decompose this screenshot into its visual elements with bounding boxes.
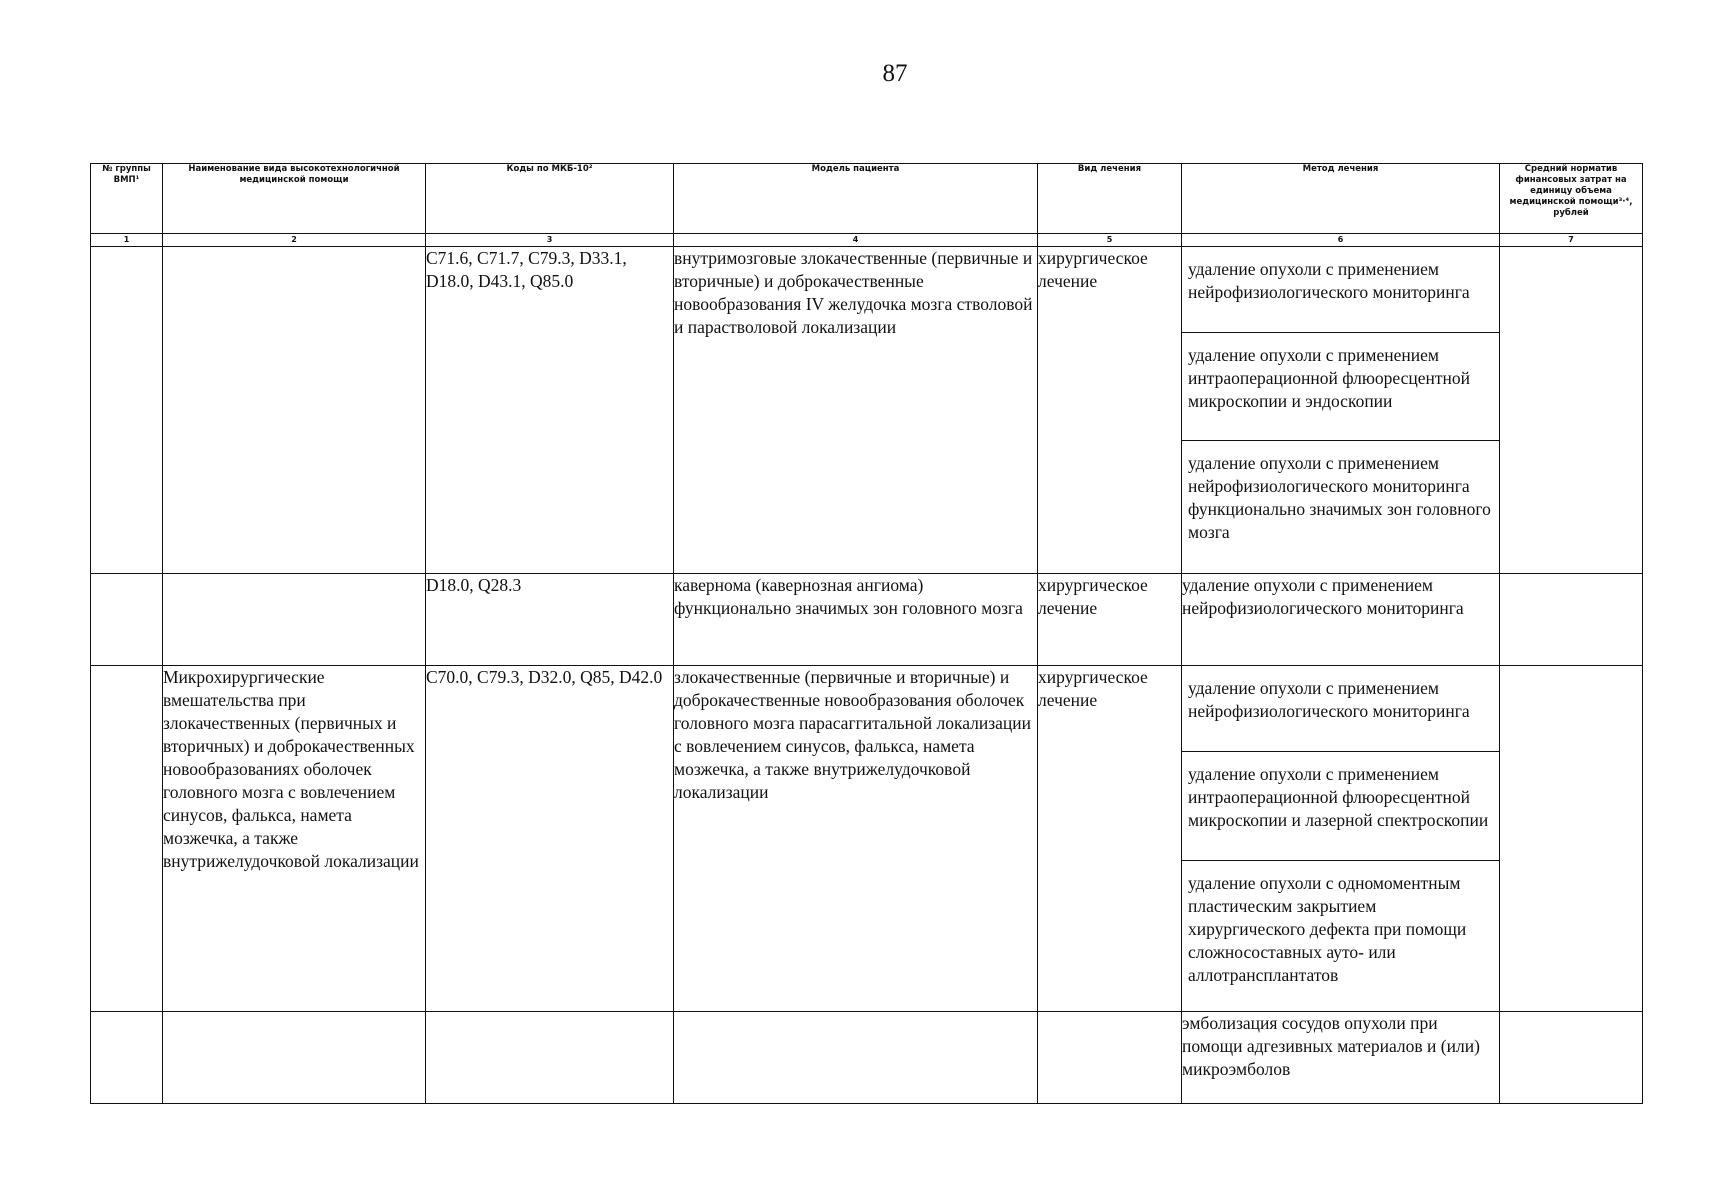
group-number-cell bbox=[91, 247, 163, 574]
header-treatment-method: Метод лечения bbox=[1182, 164, 1500, 234]
average-cost-cell bbox=[1500, 574, 1643, 666]
treatment-type-cell: хирургическое лечение bbox=[1038, 666, 1182, 1012]
header-average-cost: Средний норматив финансовых затрат на единицу объема медицинской помощи³·⁴, рублей bbox=[1500, 164, 1643, 234]
header-patient-model: Модель пациента bbox=[674, 164, 1038, 234]
treatment-method-item: удаление опухоли с одномоментным пластическим закрытием хирургического дефекта при помощи сложносоставных ауто- или аллотрансплантатов bbox=[1188, 873, 1467, 985]
table-row bbox=[91, 247, 1643, 574]
icd-codes-cell: D18.0, Q28.3 bbox=[426, 574, 674, 666]
column-number-row bbox=[91, 234, 1643, 247]
patient-model-cell bbox=[674, 1012, 1038, 1104]
treatment-method-item: удаление опухоли с применением интраоперационной флюоресцентной микроскопии и лазерной спектроскопии bbox=[1182, 752, 1499, 861]
table-row bbox=[91, 666, 1643, 1012]
column-number: 5 bbox=[1038, 234, 1182, 247]
icd-codes-cell: C71.6, C71.7, C79.3, D33.1, D18.0, D43.1, Q85.0 bbox=[426, 247, 674, 574]
care-type-name-cell bbox=[163, 247, 426, 574]
treatment-method-item: удаление опухоли с применением интраоперационной флюоресцентной микроскопии и эндоскопии bbox=[1182, 333, 1499, 441]
header-treatment-type: Вид лечения bbox=[1038, 164, 1182, 234]
average-cost-cell bbox=[1500, 1012, 1643, 1104]
column-number: 3 bbox=[426, 234, 674, 247]
treatment-type-cell: хирургическое лечение bbox=[1038, 247, 1182, 574]
treatment-method-item: удаление опухоли с применением нейрофизиологического мониторинга bbox=[1182, 666, 1499, 752]
treatment-method-item: удаление опухоли с применением нейрофизиологического мониторинга функционально значимых зон головного мозга bbox=[1188, 453, 1491, 542]
patient-model-cell: внутримозговые злокачественные (первичные и вторичные) и доброкачественные новообразования IV желудочка мозга стволовой и парастволовой локализации bbox=[674, 247, 1038, 574]
header-icd-codes: Коды по МКБ-10² bbox=[426, 164, 674, 234]
header-group-number: № группы ВМП¹ bbox=[91, 164, 163, 234]
treatment-method-cell: удаление опухоли с применением нейрофизиологического мониторинга bbox=[1182, 574, 1500, 666]
treatment-method-cell bbox=[1182, 247, 1500, 574]
group-number-cell bbox=[91, 666, 163, 1012]
header-care-type-name: Наименование вида высокотехнологичной медицинской помощи bbox=[163, 164, 426, 234]
patient-model-cell: кавернома (кавернозная ангиома) функционально значимых зон головного мозга bbox=[674, 574, 1038, 666]
treatment-method-cell bbox=[1182, 666, 1500, 1012]
column-number: 1 bbox=[91, 234, 163, 247]
treatment-type-cell: хирургическое лечение bbox=[1038, 574, 1182, 666]
icd-codes-cell: C70.0, C79.3, D32.0, Q85, D42.0 bbox=[426, 666, 674, 1012]
column-number: 2 bbox=[163, 234, 426, 247]
page-number: 87 bbox=[882, 60, 908, 87]
column-number: 4 bbox=[674, 234, 1038, 247]
group-number-cell bbox=[91, 1012, 163, 1104]
group-number-cell bbox=[91, 574, 163, 666]
average-cost-cell bbox=[1500, 247, 1643, 574]
column-number: 6 bbox=[1182, 234, 1500, 247]
treatment-method-cell: эмболизация сосудов опухоли при помощи адгезивных материалов и (или) микроэмболов bbox=[1182, 1012, 1500, 1104]
column-number: 7 bbox=[1500, 234, 1643, 247]
table-row bbox=[91, 574, 1643, 666]
patient-model-cell: злокачественные (первичные и вторичные) и доброкачественные новообразования оболочек головного мозга парасаггитальной локализации с вовлечением синусов, фалькса, намета мозжечка, а также внутрижелудочковой локализации bbox=[674, 666, 1038, 1012]
table-row bbox=[91, 1012, 1643, 1104]
icd-codes-cell bbox=[426, 1012, 674, 1104]
vmp-table bbox=[90, 163, 1643, 1104]
care-type-name-cell bbox=[163, 1012, 426, 1104]
care-type-name-cell bbox=[163, 574, 426, 666]
treatment-method-item: удаление опухоли с применением нейрофизиологического мониторинга bbox=[1182, 247, 1499, 333]
care-type-name-cell: Микрохирургические вмешательства при злокачественных (первичных и вторичных) и доброкачественных новообразованиях оболочек головного мозга с вовлечением синусов, фалькса, намета мозжечка, а также внутрижелудочковой локализации bbox=[163, 666, 426, 1012]
average-cost-cell bbox=[1500, 666, 1643, 1012]
treatment-type-cell bbox=[1038, 1012, 1182, 1104]
